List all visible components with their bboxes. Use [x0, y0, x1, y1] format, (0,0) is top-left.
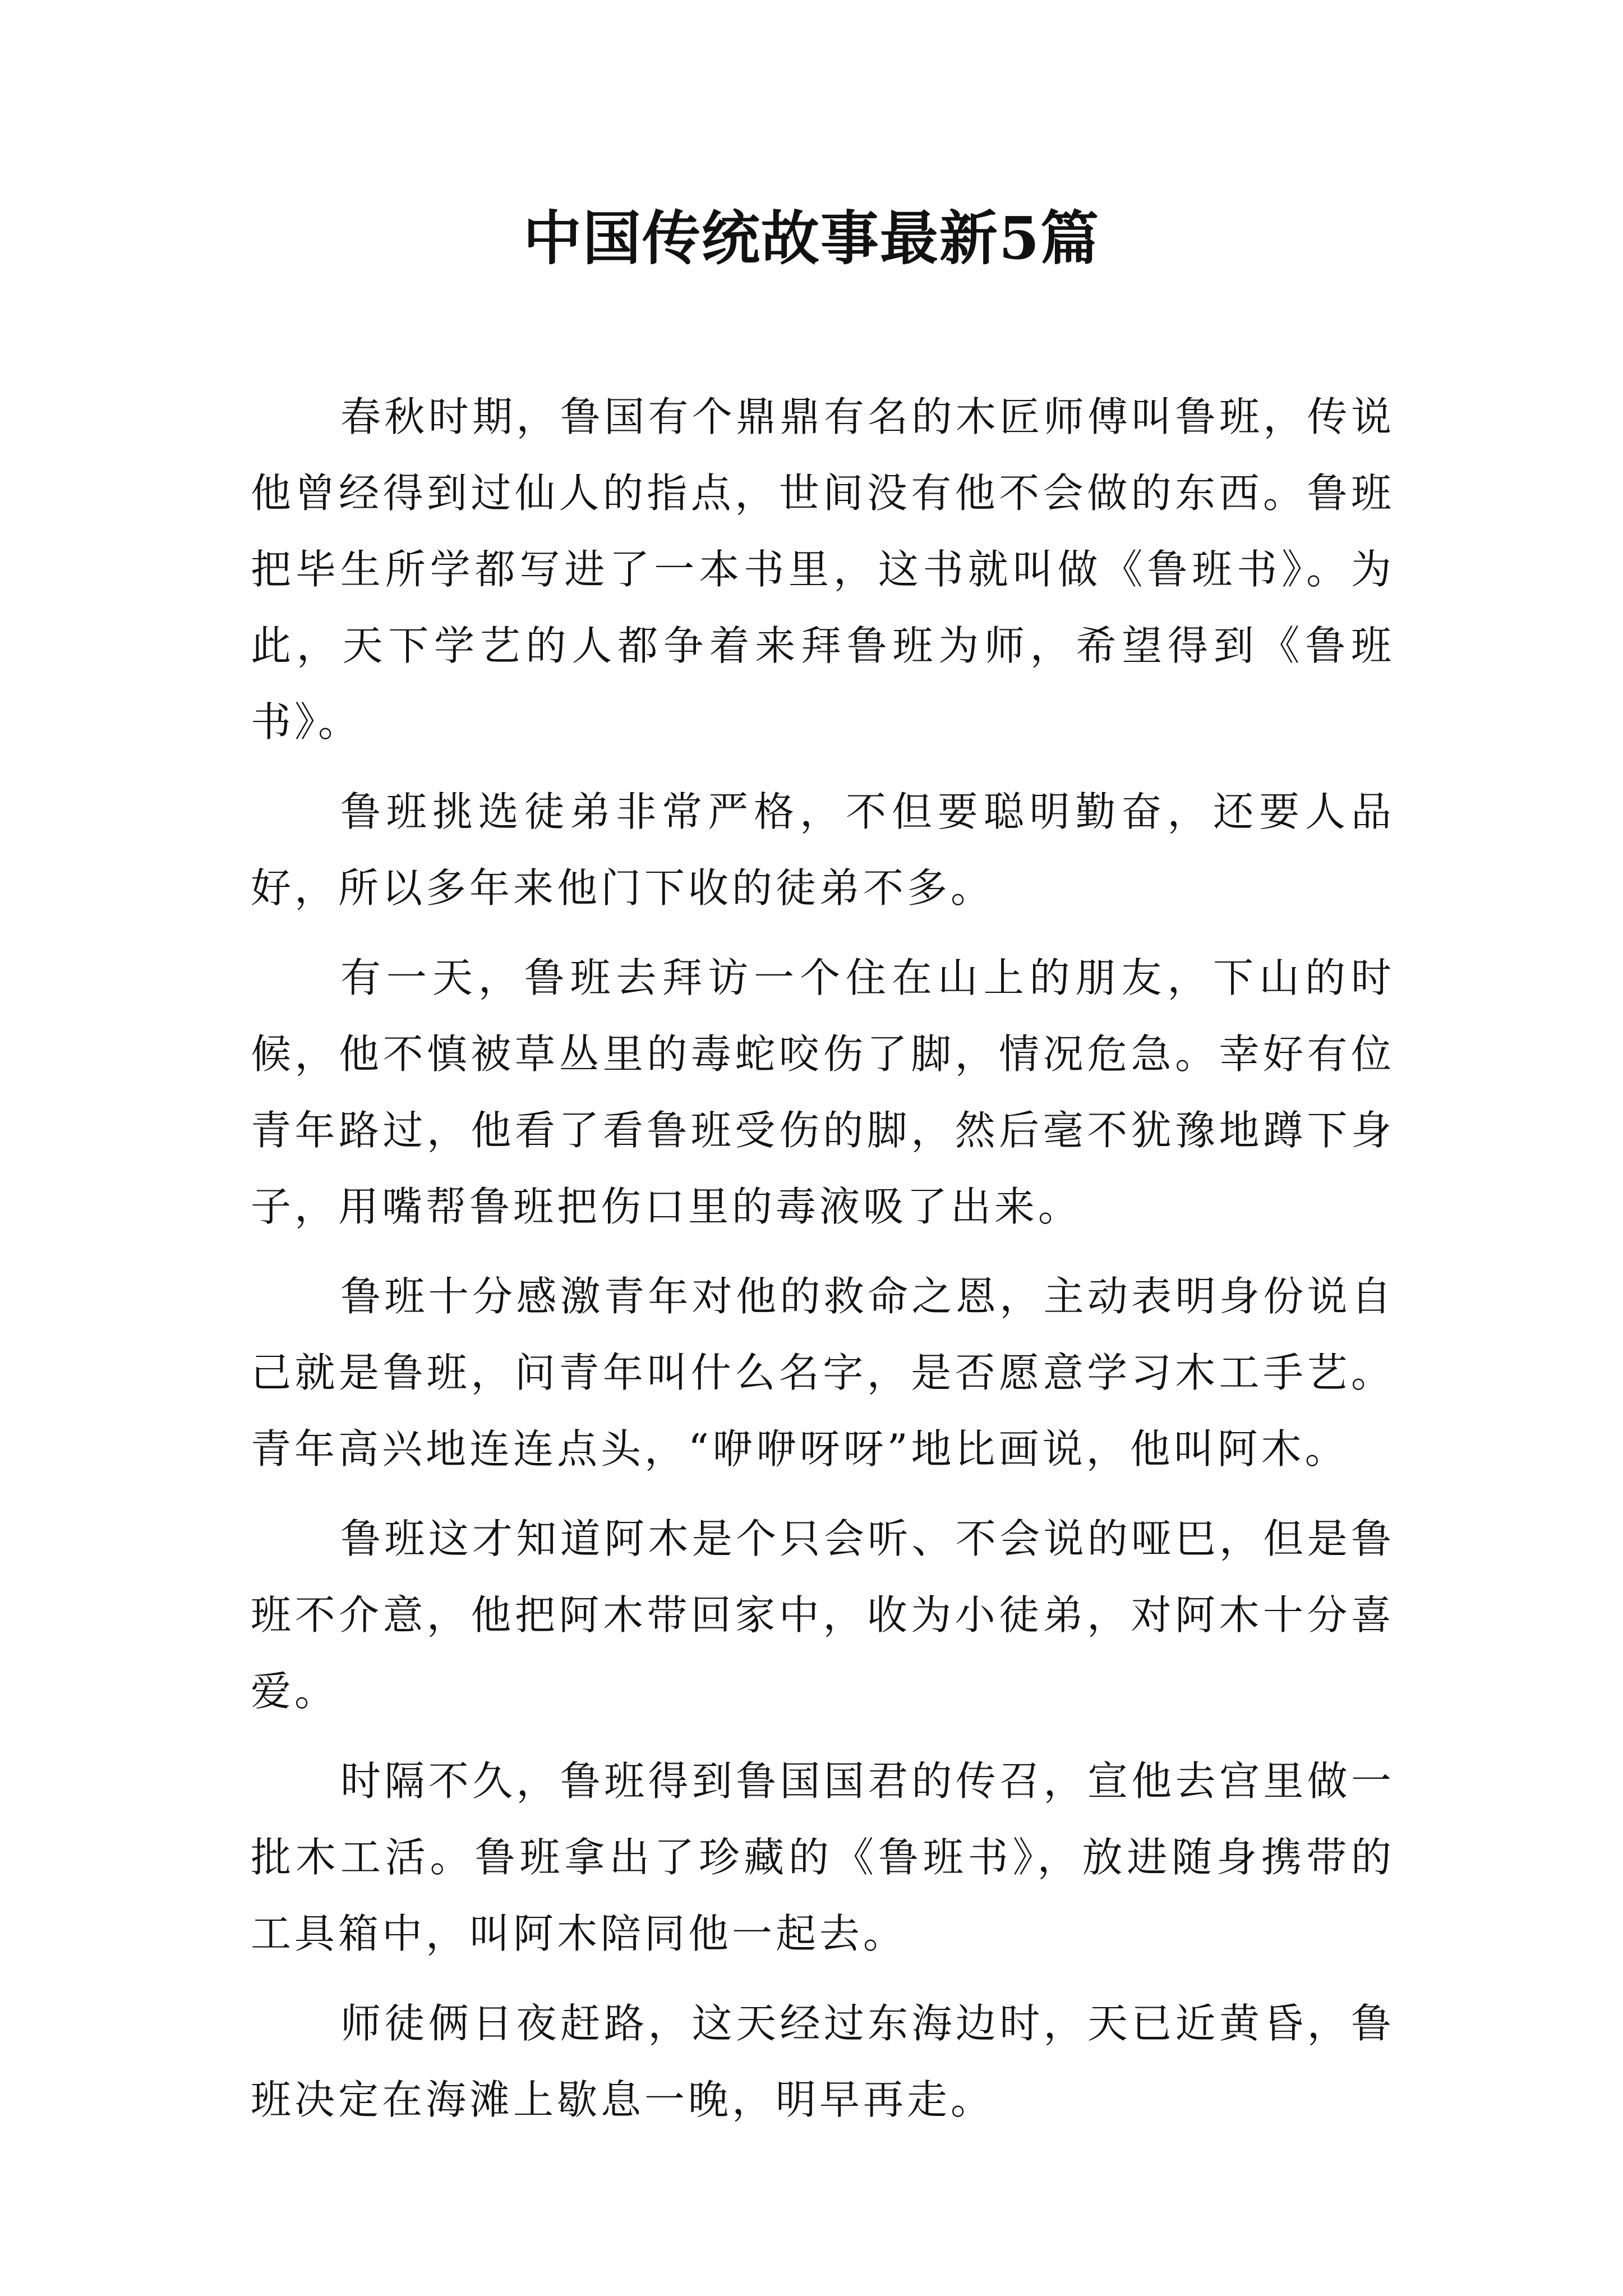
document-body — [251, 379, 1395, 2151]
paragraph-5: 鲁班这才知道阿木是个只会听、不会说的哑巴，但是鲁班不介意，他把阿木带回家中，收为小徒弟，对阿木十分喜爱。 — [251, 1515, 1395, 1715]
document-title: 中国传统故事最新5篇 — [523, 204, 1100, 273]
paragraph-2: 鲁班挑选徒弟非常严格，不但要聪明勤奋，还要人品好，所以多年来他门下收的徒弟不多。 — [251, 788, 1395, 912]
paragraph-7: 师徒俩日夜赶路，这天经过东海边时，天已近黄昏，鲁班决定在海滩上歇息一晚，明早再走。 — [251, 2000, 1395, 2123]
paragraph-3: 有一天，鲁班去拜访一个住在山上的朋友，下山的时候，他不慎被草丛里的毒蛇咬伤了脚，情况危急。幸好有位青年路过，他看了看鲁班受伤的脚，然后毫不犹豫地蹲下身子，用嘴帮鲁班把伤口里的毒液吸了出来。 — [251, 954, 1395, 1230]
paragraph-4: 鲁班十分感激青年对他的救命之恩，主动表明身份说自己就是鲁班，问青年叫什么名字，是否愿意学习木工手艺。青年高兴地连连点头，“咿咿呀呀”地比画说，他叫阿木。 — [251, 1273, 1395, 1473]
paragraph-6: 时隔不久，鲁班得到鲁国国君的传召，宣他去宫里做一批木工活。鲁班拿出了珍藏的《鲁班书》，放进随身携带的工具箱中，叫阿木陪同他一起去。 — [251, 1757, 1395, 1957]
paragraph-1: 春秋时期，鲁国有个鼎鼎有名的木匠师傅叫鲁班，传说他曾经得到过仙人的指点，世间没有他不会做的东西。鲁班把毕生所学都写进了一本书里，这书就叫做《鲁班书》。为此，天下学艺的人都争着来拜鲁班为师，希望得到《鲁班书》。 — [251, 393, 1395, 746]
